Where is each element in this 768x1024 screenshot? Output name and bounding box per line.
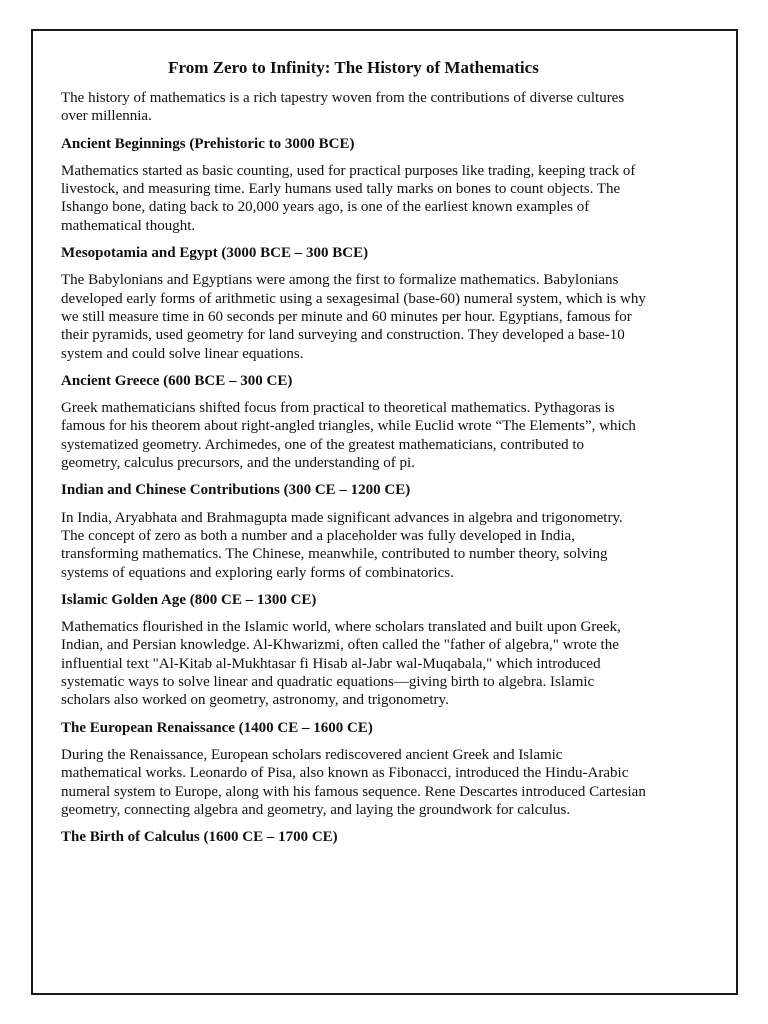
section-body-ancient-beginnings: Mathematics started as basic counting, used for practical purposes like trading, keeping track of livestock, and measuring time. Early humans used tally marks on bones to count objects. The Ishango bone, dating back to 20,000 years ago, is one of the earliest known examples of mathematical thought. [61,162,636,234]
section-body-european-renaissance: During the Renaissance, European scholars rediscovered ancient Greek and Islamic mathematical works. Leonardo of Pisa, also known as Fibonacci, introduced the Hindu-Arabic numeral system to Europe, along with his famous sequence. Rene Descartes introduced Cartesian geometry, connecting algebra and geometry, and laying the groundwork for calculus. [61,746,646,818]
section-heading-ancient-greece: Ancient Greece (600 BCE – 300 CE) [61,372,293,389]
intro-paragraph: The history of mathematics is a rich tapestry woven from the contributions of diverse cultures over millennia. [61,90,625,125]
document-content [61,56,646,855]
section-body-ancient-greece: Greek mathematicians shifted focus from practical to theoretical mathematics. Pythagoras is famous for his theorem about right-angled triangles, while Euclid wrote “The Elements”, which systematized geometry. Archimedes, one of the greatest mathematicians, contributed to geometry, calculus precursors, and the understanding of pi. [61,400,636,472]
section-heading-mesopotamia-egypt: Mesopotamia and Egypt (3000 BCE – 300 BCE) [61,245,369,262]
section-heading-european-renaissance: The European Renaissance (1400 CE – 1600 CE) [61,719,373,736]
section-heading-ancient-beginnings: Ancient Beginnings (Prehistoric to 3000 BCE) [61,135,355,152]
document-title: From Zero to Infinity: The History of Mathematics [168,58,539,77]
section-heading-birth-of-calculus: The Birth of Calculus (1600 CE – 1700 CE) [61,829,338,846]
section-body-mesopotamia-egypt: The Babylonians and Egyptians were among the first to formalize mathematics. Babylonians developed early forms of arithmetic using a sexagesimal (base-60) numeral system, which is why we still measure time in 60 seconds per minute and 60 minutes per hour. Egyptians, famous for their pyramids, used geometry for land surveying and construction. They developed a base-10 system and could solve linear equations. [61,272,646,362]
section-body-indian-chinese: In India, Aryabhata and Brahmagupta made significant advances in algebra and trigonometry. The concept of zero as both a number and a placeholder was fully developed in India, transforming mathematics. The Chinese, meanwhile, contributed to number theory, solving systems of equations and exploring early forms of combinatorics. [61,509,623,581]
section-heading-islamic-golden-age: Islamic Golden Age (800 CE – 1300 CE) [61,591,317,608]
section-body-islamic-golden-age: Mathematics flourished in the Islamic world, where scholars translated and built upon Greek, Indian, and Persian knowledge. Al-Khwarizmi, often called the "father of algebra," wrote the influential text "Al-Kitab al-Mukhtasar fi Hisab al-Jabr wal-Muqabala," which introduced systematic ways to solve linear and quadratic equations—giving birth to algebra. Islamic scholars also worked on geometry, astronomy, and trigonometry. [61,619,621,709]
section-heading-indian-chinese: Indian and Chinese Contributions (300 CE – 1200 CE) [61,482,411,499]
